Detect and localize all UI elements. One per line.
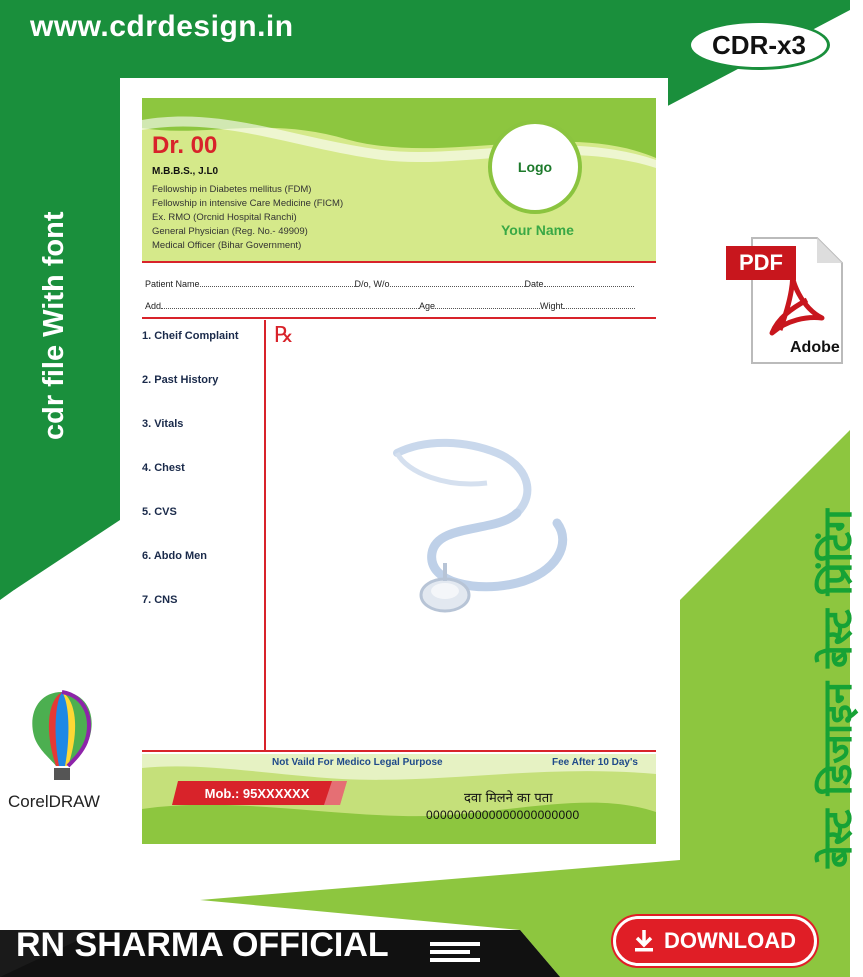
legal-disclaimer: Not Vaild For Medico Legal Purpose	[272, 757, 443, 768]
complaint-item: 4. Chest	[142, 462, 185, 474]
doctor-name: Dr. 00	[152, 132, 218, 159]
your-name: Your Name	[501, 222, 574, 238]
download-label: DOWNLOAD	[664, 928, 796, 953]
side-caption-right: बेस्ट डिजाइन बेस्ट प्रिंटिंग	[815, 509, 861, 868]
menu-lines-icon	[430, 940, 480, 964]
qualification-line: Ex. RMO (Orcnid Hospital Ranchi)	[152, 212, 297, 223]
format-badge: CDR-x3	[688, 20, 830, 70]
doctor-degree: M.B.B.S., J.L0	[152, 166, 219, 177]
adobe-label: Adobe	[790, 339, 840, 356]
fee-note: Fee After 10 Day's	[552, 757, 638, 768]
header-divider	[142, 261, 656, 263]
qualification-line: Fellowship in intensive Care Medicine (FICM)	[152, 198, 344, 209]
logo-placeholder	[488, 120, 582, 214]
pad-header	[142, 98, 656, 261]
complaint-item: 7. CNS	[142, 594, 178, 606]
rx-symbol: ℞	[274, 323, 294, 348]
website-url[interactable]: www.cdrdesign.in	[30, 10, 294, 43]
complaint-item: 5. CVS	[142, 506, 177, 518]
coreldraw-label: CorelDRAW	[8, 792, 100, 811]
complaint-item: 2. Past History	[142, 374, 219, 386]
fields-divider	[142, 317, 656, 319]
stethoscope-watermark-icon	[387, 433, 587, 623]
mobile-number: Mob.: 95XXXXXX	[204, 785, 310, 801]
complaint-item: 3. Vitals	[142, 418, 184, 430]
footer-divider	[142, 750, 656, 752]
side-caption-left: cdr file With font	[38, 211, 70, 440]
patient-name-field: Patient Name D/o, W/o Date	[145, 278, 634, 289]
address-title: दवा मिलने का पता	[464, 791, 553, 806]
coreldraw-balloon-icon	[26, 690, 98, 784]
prescription-pad	[142, 98, 656, 844]
brand-name: RN SHARMA OFFICIAL	[16, 926, 389, 964]
qualification-line: Fellowship in Diabetes mellitus (FDM)	[152, 184, 312, 195]
qualification-line: General Physician (Reg. No.- 49909)	[152, 226, 308, 237]
pdf-label: PDF	[726, 246, 796, 280]
complaint-item: 1. Cheif Complaint	[142, 330, 239, 342]
download-button[interactable]	[613, 916, 817, 966]
column-divider	[264, 320, 266, 752]
qualification-line: Medical Officer (Bihar Government)	[152, 240, 302, 251]
address-number: 0000000000000000000000	[426, 808, 580, 822]
complaint-item: 6. Abdo Men	[142, 550, 207, 562]
download-arrow-icon	[634, 930, 654, 952]
address-field: Add Age Wight	[145, 300, 635, 311]
logo-label: Logo	[517, 159, 553, 175]
